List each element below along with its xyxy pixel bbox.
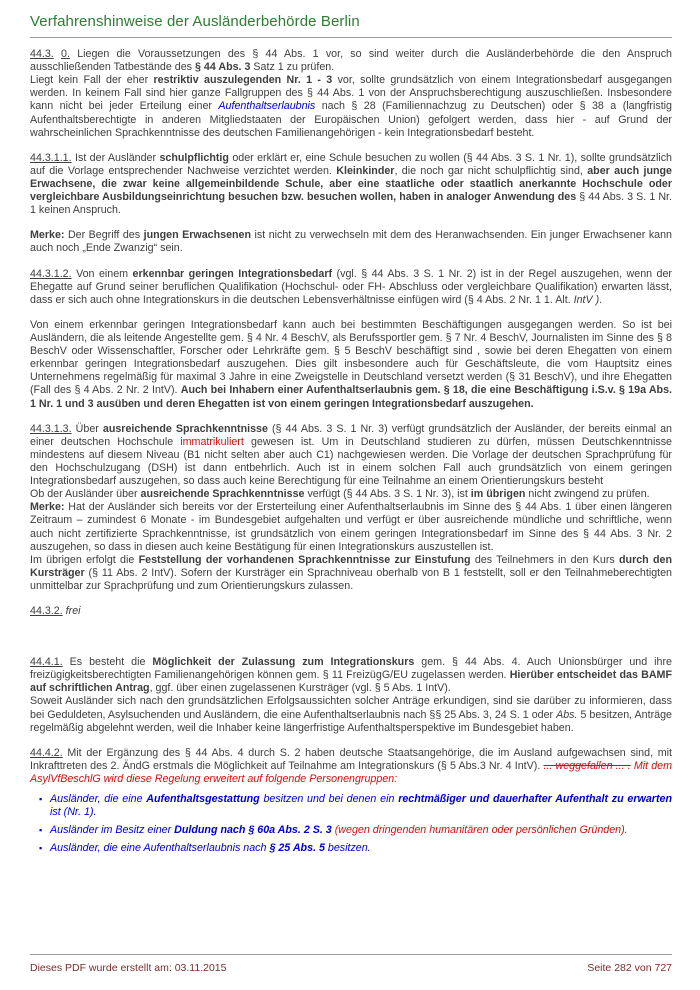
bullet-square-icon: ▪ — [39, 825, 43, 836]
paragraph: 44.3.2. frei — [30, 605, 81, 618]
paragraph: 44.3.1.3. Über ausreichende Sprachkenntnisse (§ 44 Abs. 3 S. 1 Nr. 3) verfügt grundsätzlich der Ausländer, der bereits einmal an einer deutschen Hochschule immatrikuliert gewesen ist. Um in Deutschland studieren zu dürfen, müssen Deutschkenntnisse mindestens auf diesem Niveau (B1 nicht selten aber auch C1) nachgewiesen werden. Die Vorlage der deutschen Sprachprüfung für den Hochschulzugang (DSH) ist dann entbehrlich. Auch ist in einem solchen Fall auch grundsätzlich von einem geringen Integrationsbedarf auszugehen, so dass auch keine Berechtigung für eine Teilnahme an einem Orientierungskurs besteht Ob der Ausländer über ausreichende Sprachkenntnisse verfügt (§ 44 Abs. 3 S. 1 Nr. 3), ist im übrigen nicht zwingend zu prüfen. Merke: Hat der Ausländer sich bereits vor der Ersterteilung einer Aufenthaltserlaubnis im Sinne des § 44 Abs. 1 über einen längeren Zeitraum – zumindest 6 Monate - im Bundesgebiet aufgehalten und verfügt er über ausreichende mündliche und schriftliche, wenn auch nicht zertifizierte Sprachkenntnisse, ist grundsätzlich von einem geringen Integrationsbedarf im Sinne des § 44 Abs. 3 Nr. 2 auszugehen, so dass in diesen auch keine Bestätigung für einen Integrationskurs auszustellen ist. Im übrigen erfolgt die Feststellung der vorhandenen Sprachkenntnisse zur Einstufung des Teilnehmers in den Kurs durch den Kursträger (§ 11 Abs. 2 IntV). Sofern der Kursträger ein Sprachniveau oberhalb von B 1 feststellt, soll er den Teilnahmeberechtigten unmittelbar zur Sprachprüfung und zum Orientierungskurs zulassen. — [30, 422, 673, 592]
bullet-item — [30, 793, 672, 819]
paragraph: 44.4.1. Es besteht die Möglichkeit der Zulassung zum Integrationskurs gem. § 44 Abs. 4. Auch Unionsbürger und ihre freizügigkeitsberechtigten Familienangehörigen können gem. § 11 FreizügG/EU zugelassen werden. Hierüber entscheidet das BAMF auf schriftlichen Antrag, ggf. über einen zugelassenen Kursträger (vgl. § 5 Abs. 1 IntV). Soweit Ausländer sich nach den grundsätzlichen Erfolgsaussichten solcher Anträge erkundigen, sind sie darüber zu informieren, dass bei Geduldeten, Asylsuchenden und Ausländern, die eine Aufenthaltserlaubnis nach §§ 25 Abs. 3, 24 S. 1 oder Abs. 5 besitzen, Anträge regelmäßig abgelehnt werden, weil die Inhaber keine längerfristige Aufenthaltsperspektive im Bundesgebiet haben. — [30, 656, 672, 734]
page-footer — [30, 954, 672, 974]
bullet-text: Ausländer, die eine Aufenthaltserlaubnis nach § 25 Abs. 5 besitzen. — [50, 842, 371, 855]
bullet-square-icon: ▪ — [39, 794, 43, 805]
paragraph: 44.4.2. Mit der Ergänzung des § 44 Abs. 4 durch S. 2 haben deutsche Staatsangehörige, die im Ausland aufgewachsen sind, mit Inkrafttreten des 2. ÄndG erstmals die Möglichkeit auf Teilnahme am Integrationskurs (§ 5 Abs.3 Nr. 4 IntV). ... weggefallen ... . Mit dem AsylVfBeschlG wird diese Regelung erweitert auf folgende Personengruppen: — [30, 746, 672, 786]
bullet-text: Ausländer im Besitz einer Duldung nach § 60a Abs. 2 S. 3 (wegen dringenden humanitären oder persönlichen Gründen). — [50, 824, 628, 837]
paragraph: 44.3.1.2. Von einem erkennbar geringen Integrationsbedarf (vgl. § 44 Abs. 3 S. 1 Nr. 2) ist in der Regel auszugehen, wenn der Ehegatte auf Grund seiner beruflichen Qualifikation (Hochschul- oder FH- Abschluss oder vergleichbare Qualifikation) erwarten lässt, dass er sich auch ohne Integrationskurs in die deutschen Lebensverhältnisse einfügen wird (§ 4 Abs. 2 Nr. 1 1. Alt. IntV ). — [30, 267, 672, 306]
paragraph: 44.3.1.1. Ist der Ausländer schulpflichtig oder erklärt er, eine Schule besuchen zu wollen (§ 44 Abs. 3 S. 1 Nr. 1), sollte grundsätzlich auf die Vorlage entsprechender Nachweise verzichtet werden. Kleinkinder, die noch gar nicht schulpflichtig sind, aber auch junge Erwachsene, die zwar keine allgemeinbildende Schule, aber eine staatliche oder staatlich anerkannte Hochschule oder vergleichbare Ausbildungseinrichtung besuchen bzw. besuchen wollen, haben in analoger Anwendung des § 44 Abs. 3 S. 1 Nr. 1 keinen Anspruch. — [30, 151, 672, 217]
bullet-square-icon: ▪ — [39, 843, 43, 854]
footer-page-number: Seite 282 von 727 — [587, 962, 672, 974]
paragraph: Von einem erkennbar geringen Integrationsbedarf kann auch bei bestimmten Beschäftigungen ausgegangen werden. So ist bei Ausländern, die als leitende Angestellte gem. § 4 Nr. 4 BeschV, als Berufssportler gem. § 7 Nr. 4 BeschV, Journalisten im Sinne des § 8 BeschV oder Wissenschaftler, Forscher oder Lehrkräfte gem. § 5 BeschV beschäftigt sind , sowie bei deren Ehegatten von einem erkennbar geringen Integrationsbedarf auszugehen. Dies gilt insbesondere auch für Geschäftsleute, die vom Hauptsitz eines Unternehmens regelmäßig für maximal 3 Jahre in eine Zweigstelle in Deutschland versetzt werden (§ 31 BeschV), und ihre Ehegatten (Fall des § 4 Abs. 2 Nr. 2 IntV). Auch bei Inhabern einer Aufenthaltserlaubnis gem. § 18, die eine Beschäftigung i.S.v. § 19a Abs. 1 Nr. 1 und 3 ausüben und deren Ehegatten ist von einem geringen Integrationsbedarf auszugehen. — [30, 318, 672, 410]
bullet-item — [30, 824, 672, 837]
page-title: Verfahrenshinweise der Ausländerbehörde Berlin — [30, 13, 360, 30]
title-divider — [30, 37, 672, 38]
bullet-text: Ausländer, die eine Aufenthaltsgestattung besitzen und bei denen ein rechtmäßiger und dauerhafter Aufenthalt zu erwarten ist (Nr. 1). — [50, 793, 672, 819]
vertical-gap — [30, 618, 672, 644]
footer-created-text: Dieses PDF wurde erstellt am: 03.11.2015 — [30, 962, 227, 974]
bullet-item — [30, 842, 672, 855]
document-body — [30, 48, 672, 856]
paragraph: 44.3. 0. Liegen die Voraussetzungen des § 44 Abs. 1 vor, so sind weiter durch die Ausländerbehörde die den Anspruch ausschließenden Tatbestände des § 44 Abs. 3 Satz 1 zu prüfen. Liegt kein Fall der eher restriktiv auszulegenden Nr. 1 - 3 vor, sollte grundsätzlich von einem Integrationsbedarf ausgegangen werden. In keinem Fall sind hier ganze Fallgruppen des § 44 Abs. 1 von der Anspruchsberechtigung auszuschließen. Insbesondere kann nicht bei jeder Erteilung einer Aufenthaltserlaubnis nach § 28 (Familiennachzug zu Deutschen) oder § 38 a (langfristig Aufenthaltsberechtigte in anderen Mitgliedstaaten der Europäischen Union) gefolgert werden, dass hier - auf Grund der wahrscheinlichen Sprachkenntnisse des deutschen Familienangehörigen - kein Integrationsbedarf besteht. — [30, 48, 673, 139]
paragraph: Merke: Der Begriff des jungen Erwachsenen ist nicht zu verwechseln mit dem des Heranwachsenden. Ein junger Erwachsener kann auch noch „Ende Zwanzig“ sein. — [30, 229, 672, 255]
